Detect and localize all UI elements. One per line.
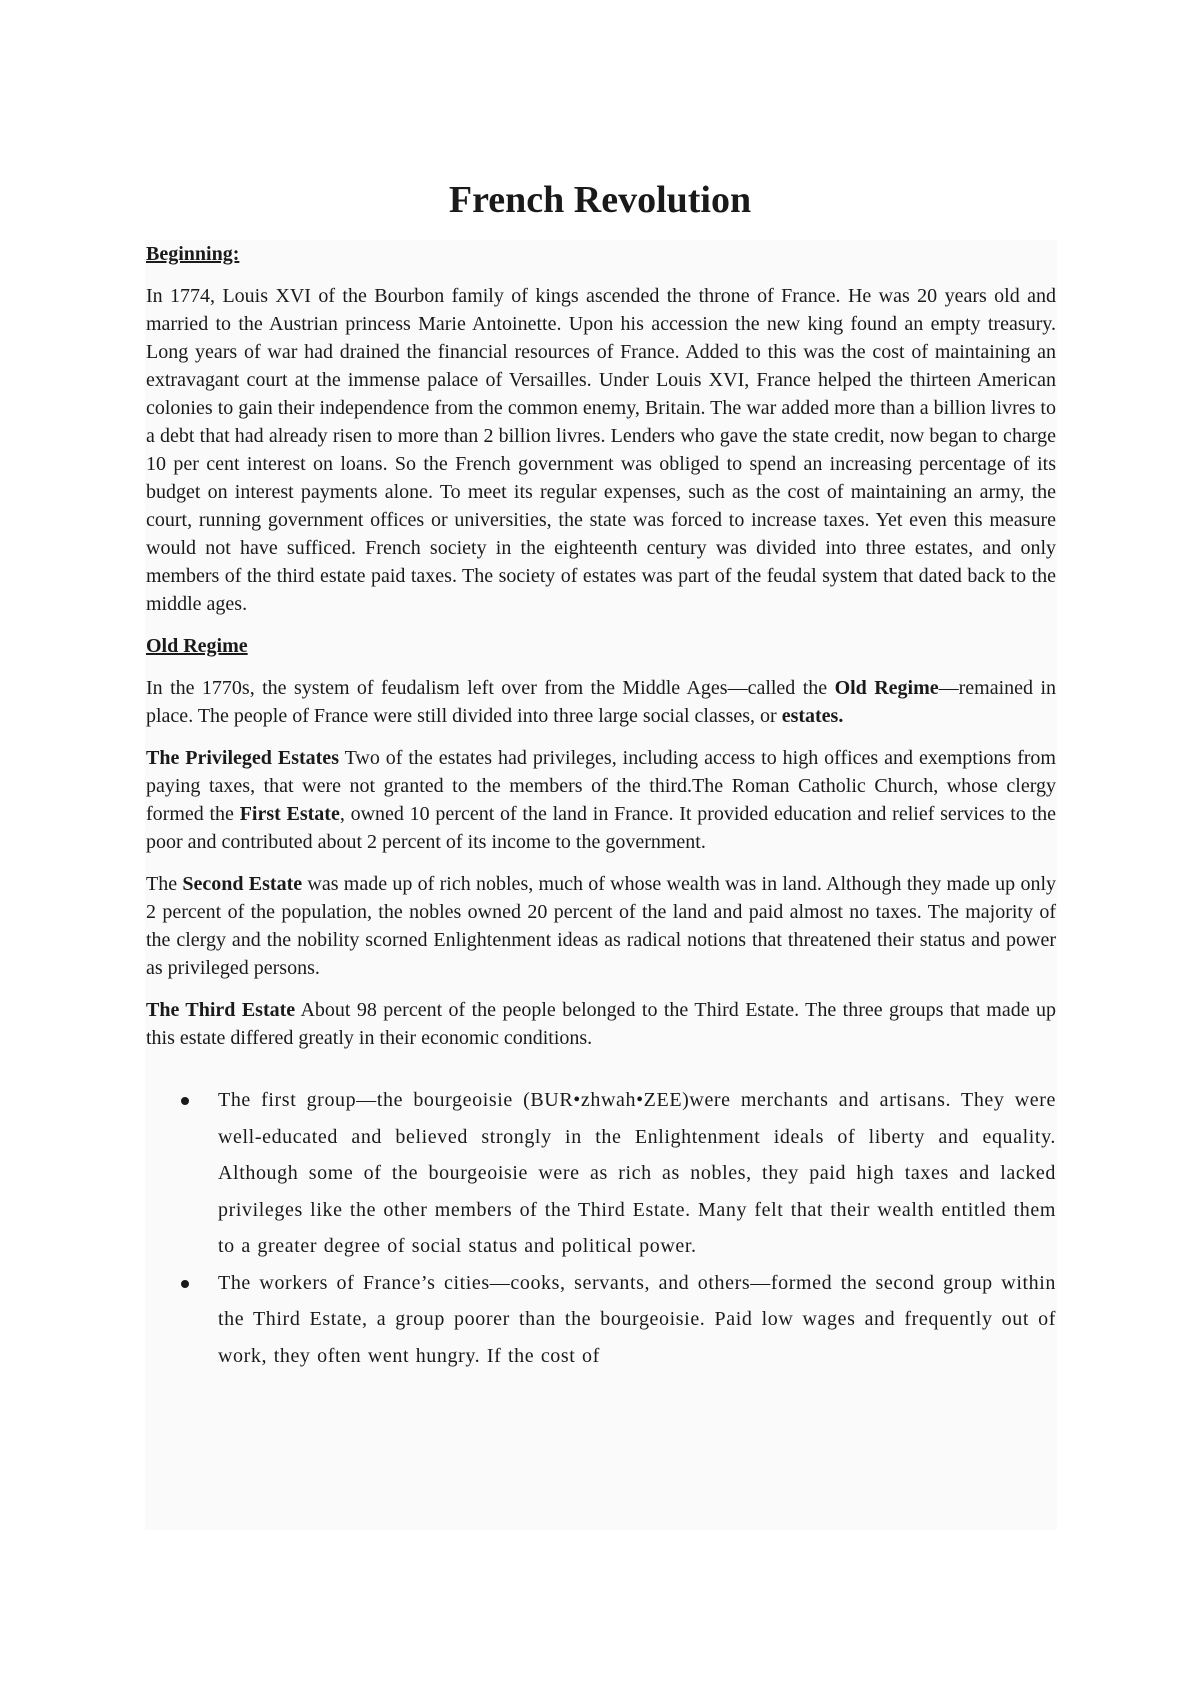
text-run: Two of the estates had privileges, including access to high offices and exemptions from paying taxes, that were not granted to the members of the third.The Roman Catholic Church, whose clergy formed the — [146, 747, 1056, 825]
bold-term-privileged-estates: The Privileged Estates — [146, 747, 339, 769]
list-item-text: The first group—the bourgeoisie (BUR•zhwah•ZEE)were merchants and artisans. They were well-educated and believed strongly in the Enlightenment ideals of liberty and equality. Although some of the bourgeoisie were as rich as nobles, they paid high taxes and lacked privileges like the other members of the Third Estate. Many felt that their wealth entitled them to a greater degree of social status and political power. — [218, 1089, 1056, 1257]
text-run: The — [146, 873, 183, 895]
list-item-text: The workers of France’s cities—cooks, servants, and others—formed the second group within the Third Estate, a group poorer than the bourgeoisie. Paid low wages and frequently out of work, they often went hungry. If the cost of — [218, 1271, 1056, 1367]
paragraph-beginning: In 1774, Louis XVI of the Bourbon family of kings ascended the throne of France. He was 20 years old and married to the Austrian princess Marie Antoinette. Upon his accession the new king found an empty treasury. Long years of war had drained the financial resources of France. Added to this was the cost of maintaining an extravagant court at the immense palace of Versailles. Under Louis XVI, France helped the thirteen American colonies to gain their independence from the common enemy, Britain. The war added more than a billion livres to a debt that had already risen to more than 2 billion livres. Lenders who gave the state credit, now began to charge 10 per cent interest on loans. So the French government was obliged to spend an increasing percentage of its budget on interest payments alone. To meet its regular expenses, such as the cost of maintaining an army, the court, running government offices or universities, the state was forced to increase taxes. Yet even this measure would not have sufficed. French society in the eighteenth century was divided into three estates, and only members of the third estate paid taxes. The society of estates was part of the feudal system that dated back to the middle ages. — [146, 285, 1056, 615]
text-run: In the 1770s, the system of feudalism left over from the Middle Ages—called the — [146, 677, 835, 699]
bold-term-first-estate: First Estate — [239, 803, 340, 825]
bullet-list — [146, 1082, 1056, 1374]
list-item — [218, 1265, 1056, 1375]
bold-term-old-regime: Old Regime — [834, 677, 939, 699]
text-run: was made up of rich nobles, much of whose wealth was in land. Although they made up only 2 percent of the population, the nobles owned 20 percent of the land and paid almost no taxes. The majority of the clergy and the nobility scorned Enlightenment ideas as radical notions that threatened their status and power as privileged persons. — [146, 873, 1056, 979]
paragraph-third-estate — [146, 996, 1056, 1052]
document-body — [146, 240, 1056, 1374]
document-title: French Revolution — [448, 179, 752, 221]
list-item — [218, 1082, 1056, 1265]
paragraph-privileged-estates — [146, 744, 1056, 856]
bullet-icon — [181, 1280, 189, 1288]
heading-old-regime: Old Regime — [146, 635, 248, 657]
paragraph-old-regime — [146, 674, 1056, 730]
paragraph-second-estate — [146, 870, 1056, 982]
heading-beginning: Beginning: — [146, 243, 240, 265]
text-run: About 98 percent of the people belonged to the Third Estate. The three groups that made up this estate differed greatly in their economic conditions. — [146, 999, 1056, 1049]
bullet-icon — [181, 1097, 189, 1105]
text-run: , owned 10 percent of the land in France. It provided education and relief services to the poor and contributed about 2 percent of its income to the government. — [146, 803, 1056, 853]
bold-term-second-estate: Second Estate — [182, 873, 303, 895]
text-run: —remained in place. The people of France were still divided into three large social classes, or — [146, 677, 1056, 727]
bold-term-estates: estates. — [781, 705, 844, 727]
bold-term-third-estate: The Third Estate — [146, 999, 296, 1021]
